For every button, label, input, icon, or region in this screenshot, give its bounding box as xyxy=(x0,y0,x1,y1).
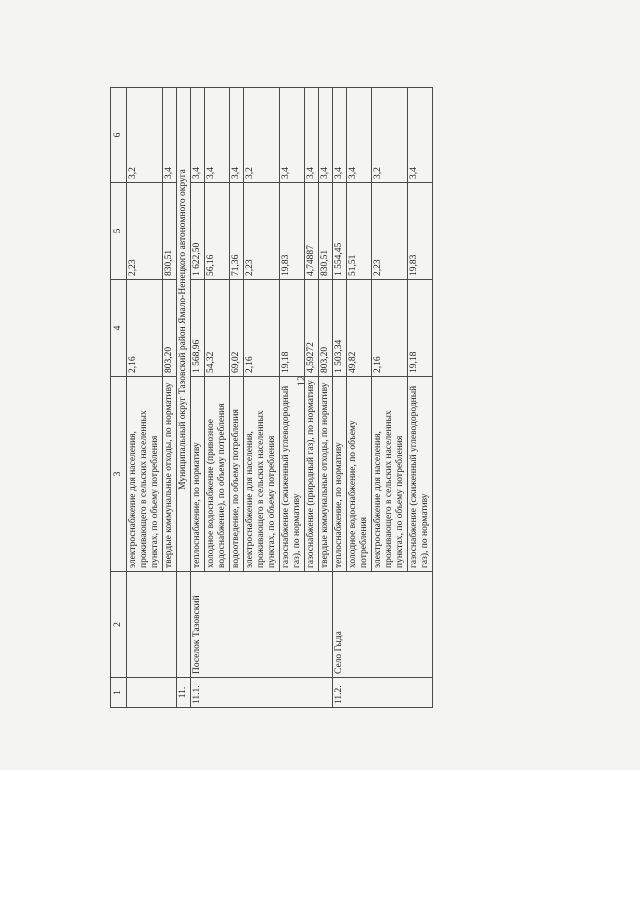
section-row xyxy=(177,88,191,708)
service-cell: холодное водоснабжение (привозное водоснабжение), по объему потребления xyxy=(205,377,230,572)
service-cell: водоотведение, по объему потребления xyxy=(230,377,244,572)
tariff-table xyxy=(110,87,433,708)
value-cell: 3,4 xyxy=(305,88,319,183)
value-cell: 3,4 xyxy=(280,88,305,183)
table-row xyxy=(333,88,347,708)
value-cell: 3,4 xyxy=(333,88,347,183)
value-cell: 49,82 xyxy=(347,280,372,377)
column-number: 5 xyxy=(111,183,127,280)
service-cell: газоснабжение (сжиженный углеводородный газ), по нормативу xyxy=(280,377,305,572)
value-cell: 2,16 xyxy=(372,280,408,377)
row-number-cell: 11.2. xyxy=(333,678,433,708)
value-cell: 2,23 xyxy=(244,183,280,280)
service-cell: газоснабжение (природный газ), по нормативу xyxy=(305,377,319,572)
value-cell: 3,2 xyxy=(372,88,408,183)
value-cell: 3,4 xyxy=(205,88,230,183)
value-cell: 19,18 xyxy=(408,280,433,377)
value-cell: 19,83 xyxy=(408,183,433,280)
value-cell: 1 554,45 xyxy=(333,183,347,280)
service-cell: теплоснабжение, по нормативу xyxy=(333,377,347,572)
place-cell: Село Гыда xyxy=(333,572,433,678)
value-cell: 3,4 xyxy=(163,88,177,183)
value-cell: 54,32 xyxy=(205,280,230,377)
value-cell: 3,4 xyxy=(191,88,205,183)
page-number: 12 xyxy=(295,375,308,387)
value-cell: 1 503,34 xyxy=(333,280,347,377)
service-cell: газоснабжение (сжиженный углеводородный газ), по нормативу xyxy=(408,377,433,572)
place-cell: Поселок Тазовский xyxy=(191,572,333,678)
value-cell: 2,23 xyxy=(372,183,408,280)
page-margin xyxy=(0,770,640,905)
column-number: 3 xyxy=(111,377,127,572)
value-cell: 19,18 xyxy=(280,280,305,377)
service-cell: холодное водоснабжение, по объему потребления xyxy=(347,377,372,572)
service-cell: электроснабжение для населения, проживающего в сельских населенных пунктах, по объему потребления xyxy=(372,377,408,572)
value-cell: 3,2 xyxy=(244,88,280,183)
service-cell: теплоснабжение, по нормативу xyxy=(191,377,205,572)
value-cell: 3,4 xyxy=(408,88,433,183)
value-cell: 69,02 xyxy=(230,280,244,377)
service-cell: твердые коммунальные отходы, по нормативу xyxy=(319,377,333,572)
value-cell: 71,36 xyxy=(230,183,244,280)
value-cell: 803,20 xyxy=(319,280,333,377)
value-cell: 4,74887 xyxy=(305,183,319,280)
service-cell: твердые коммунальные отходы, по нормативу xyxy=(163,377,177,572)
column-number: 4 xyxy=(111,280,127,377)
value-cell: 19,83 xyxy=(280,183,305,280)
section-number: 11. xyxy=(177,678,191,708)
value-cell: 3,2 xyxy=(127,88,163,183)
value-cell: 56,16 xyxy=(205,183,230,280)
value-cell: 830,51 xyxy=(163,183,177,280)
value-cell: 4,59272 xyxy=(305,280,319,377)
column-number: 2 xyxy=(111,572,127,678)
column-number: 6 xyxy=(111,88,127,183)
table-row xyxy=(191,88,205,708)
service-cell: электроснабжение для населения, проживающего в сельских населенных пунктах, по объему потребления xyxy=(127,377,163,572)
rotated-table-wrapper xyxy=(110,88,580,708)
row-number-cell: 11.1. xyxy=(191,678,333,708)
value-cell: 830,51 xyxy=(319,183,333,280)
value-cell: 2,23 xyxy=(127,183,163,280)
service-cell: электроснабжение для населения, проживающего в сельских населенных пунктах, по объему потребления xyxy=(244,377,280,572)
place-cell xyxy=(127,572,177,678)
value-cell: 3,4 xyxy=(230,88,244,183)
value-cell: 3,4 xyxy=(347,88,372,183)
row-number-cell xyxy=(127,678,177,708)
section-title: Муниципальный округ Тазовский район Ямало-Ненецкого автономного округа xyxy=(177,88,191,572)
column-number: 1 xyxy=(111,678,127,708)
value-cell: 3,4 xyxy=(319,88,333,183)
column-number-row xyxy=(111,88,127,708)
value-cell: 1 568,96 xyxy=(191,280,205,377)
value-cell: 51,51 xyxy=(347,183,372,280)
value-cell: 1 622,50 xyxy=(191,183,205,280)
value-cell: 803,20 xyxy=(163,280,177,377)
table-row xyxy=(127,88,163,708)
value-cell: 2,16 xyxy=(127,280,163,377)
section-blank xyxy=(177,572,191,678)
value-cell: 2,16 xyxy=(244,280,280,377)
